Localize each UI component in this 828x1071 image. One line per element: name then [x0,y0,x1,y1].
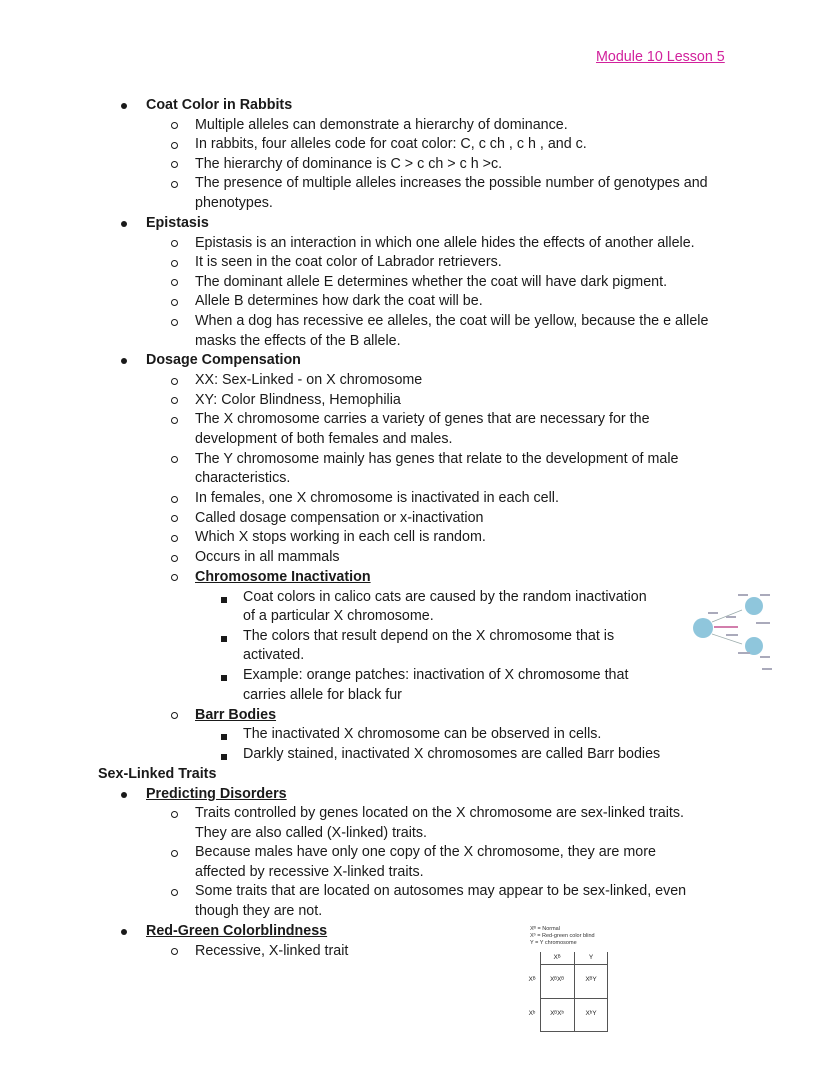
sex-linked-heading: Sex-Linked Traits [98,766,217,782]
list-item: Because males have only one copy of the X chromosome, they are more [195,844,656,860]
list-item: Epistasis is an interaction in which one allele hides the effects of another allele. [195,235,695,251]
colorblindness-heading: Red-Green Colorblindness [146,923,328,939]
list-item: The colors that result depend on the X chromosome that is [243,628,615,644]
x-inactivation-diagram [690,590,774,674]
bullet [171,889,178,896]
bullet [121,792,127,798]
list-item: Darkly stained, inactivated X chromosomes are called Barr bodies [243,746,661,762]
list-item: In females, one X chromosome is inactivated in each cell. [195,490,559,506]
bullet [171,948,178,955]
bullet [171,181,178,188]
list-item: When a dog has recessive ee alleles, the coat will be yellow, because the e allele [195,313,709,329]
bullet [171,299,178,306]
punnett-cell: XᵇY [585,1010,597,1017]
cell-icon [693,618,713,638]
list-item: In rabbits, four alleles code for coat color: C, c ch , c h , and c. [195,136,587,152]
list-item: XX: Sex-Linked - on X chromosome [195,372,423,388]
bullet [121,103,127,109]
chromosome-inactivation-heading: Chromosome Inactivation [195,569,371,585]
list-item: Traits controlled by genes located on the X chromosome are sex-linked traits. [195,805,684,821]
bullet [171,417,178,424]
list-item: Recessive, X-linked trait [195,943,349,959]
dosage-heading: Dosage Compensation [146,352,301,368]
bullet [221,734,227,740]
bullet [171,555,178,562]
list-item-continued: activated. [243,647,305,663]
bullet [121,929,127,935]
list-item: Multiple alleles can demonstrate a hierarchy of dominance. [195,117,568,133]
punnett-cell: XᴮXᵇ [550,1010,564,1017]
list-item-continued: phenotypes. [195,195,273,211]
epistasis-heading: Epistasis [146,215,209,231]
list-item: Allele B determines how dark the coat will be. [195,293,483,309]
list-item: It is seen in the coat color of Labrador retrievers. [195,254,502,270]
list-item: XY: Color Blindness, Hemophilia [195,392,401,408]
punnett-cell: XᴮXᴮ [549,976,565,983]
list-item-continued: though they are not. [195,903,323,919]
bullet [171,811,178,818]
list-item-continued: affected by recessive X-linked traits. [195,864,424,880]
barr-bodies-heading: Barr Bodies [195,707,277,723]
list-item: The presence of multiple alleles increases the possible number of genotypes and [195,175,708,191]
bullet [171,535,178,542]
list-item: Some traits that are located on autosomes may appear to be sex-linked, even [195,883,687,899]
list-item: The inactivated X chromosome can be observed in cells. [243,726,602,742]
predicting-disorders-heading: Predicting Disorders [146,786,287,802]
legend-line: Xᴮ = Normal [530,926,560,932]
list-item: The hierarchy of dominance is C > c ch > c h >c. [195,156,503,172]
bullet [171,515,178,522]
col-header: Y [588,954,594,961]
bullet [171,260,178,267]
row-header: Xᴮ [528,976,536,983]
bullet [171,240,178,247]
bullet [171,712,178,719]
list-item-continued: development of both females and males. [195,431,453,447]
list-item: Occurs in all mammals [195,549,340,565]
list-item: Called dosage compensation or x-inactivation [195,510,484,526]
punnett-cell: XᴮY [585,976,597,983]
bullet [171,574,178,581]
list-item-continued: They are also called (X-linked) traits. [195,825,428,841]
bullet [171,456,178,463]
coat-color-heading: Coat Color in Rabbits [146,97,293,113]
list-item: Example: orange patches: inactivation of X chromosome that [243,667,629,683]
bullet [171,378,178,385]
bullet [121,221,127,227]
bullet [221,675,227,681]
module-lesson-link[interactable]: Module 10 Lesson 5 [596,49,725,65]
list-item: The dominant allele E determines whether the coat will have dark pigment. [195,274,668,290]
bullet [171,279,178,286]
list-item: The X chromosome carries a variety of genes that are necessary for the [195,411,650,427]
list-item-continued: carries allele for black fur [243,687,402,703]
list-item: Which X stops working in each cell is random. [195,529,486,545]
list-item: Coat colors in calico cats are caused by the random inactivation [243,589,647,605]
col-header: Xᴮ [553,954,561,961]
bullet [171,397,178,404]
bullet [221,636,227,642]
bullet [171,496,178,503]
punnett-square [524,952,608,1032]
list-item-continued: characteristics. [195,470,291,486]
bullet [171,142,178,149]
punnett-legend [530,926,595,947]
bullet [171,319,178,326]
bullet [221,597,227,603]
bullet [221,754,227,760]
legend-line: Xᵇ = Red-green color blind [530,933,595,939]
legend-line: Y = Y chromosome [530,940,577,946]
bullet [171,161,178,168]
bullet [121,358,127,364]
bullet [171,122,178,129]
list-item-continued: masks the effects of the B allele. [195,333,401,349]
list-item: The Y chromosome mainly has genes that relate to the development of male [195,451,679,467]
cell-icon [745,597,763,615]
bullet [171,850,178,857]
row-header: Xᵇ [528,1010,536,1017]
list-item-continued: of a particular X chromosome. [243,608,434,624]
